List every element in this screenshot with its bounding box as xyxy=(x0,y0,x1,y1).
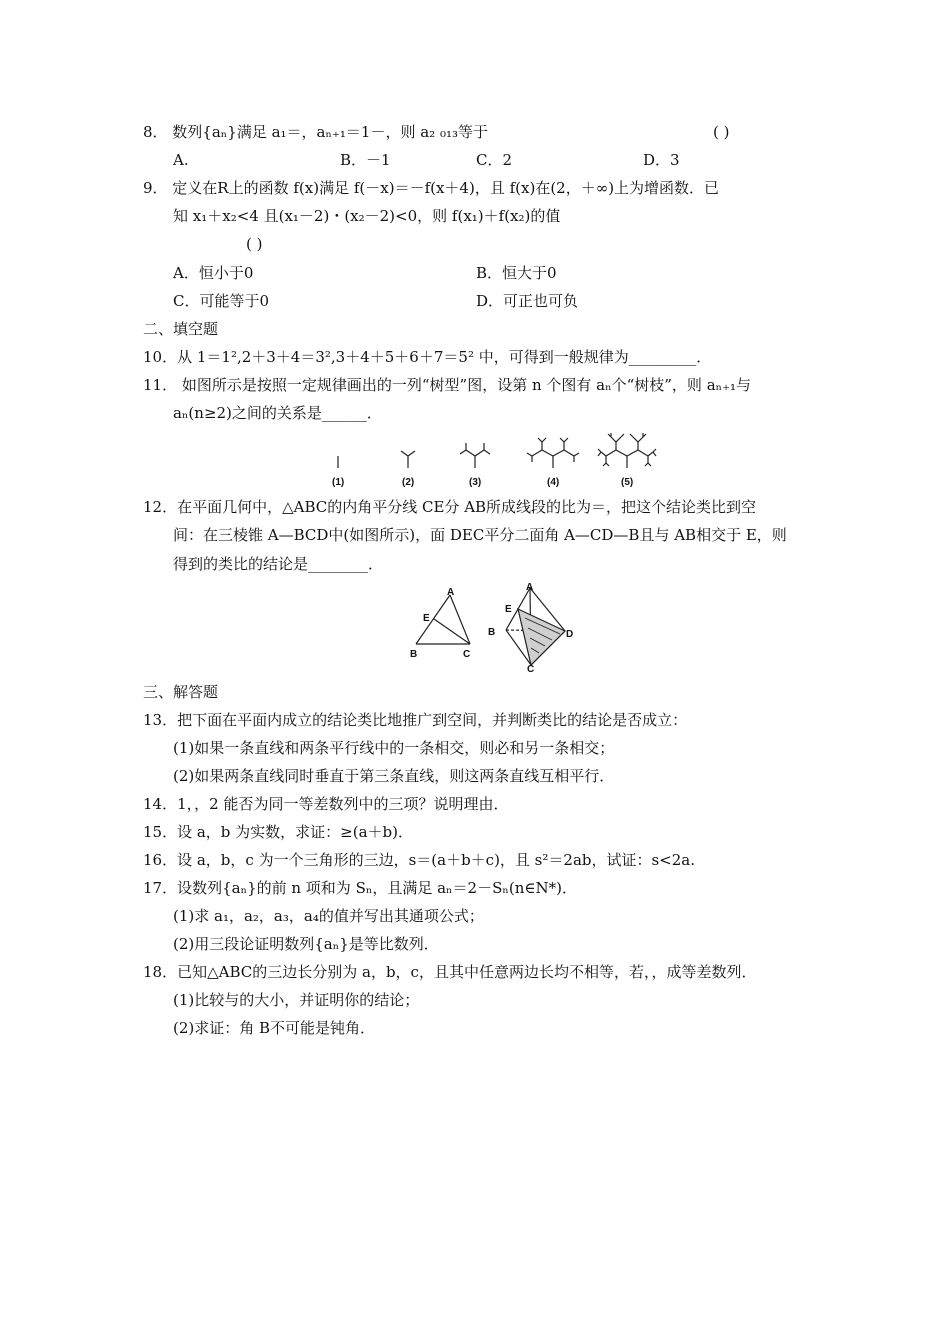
tree-caption-4: (4) xyxy=(547,477,560,488)
triangle-label-e: E xyxy=(423,613,430,624)
q8-answer-paren: ( ) xyxy=(713,123,730,141)
tree-caption-1: (1) xyxy=(332,477,345,488)
tree-caption-3: (3) xyxy=(469,477,482,488)
q14-stem: 14．1，，2 能否为同一等差数列中的三项？说明理由． xyxy=(143,795,509,813)
q11-stem-line1: 11． 如图所示是按照一定规律画出的一列“树型”图，设第 n 个图有 aₙ个“树枝”，则 aₙ₊₁与 xyxy=(143,376,752,394)
tree-caption-2: (2) xyxy=(402,477,415,488)
q9-stem-line1: 9． 定义在R上的函数 f(x)满足 f(－x)＝－f(x＋4)，且 f(x)在(2，＋∞)上为增函数．已 xyxy=(143,179,720,197)
q17-part1: (1)求 a₁，a₂，a₃，a₄的值并写出其通项公式； xyxy=(173,907,484,925)
q12-stem-line2: 间：在三棱锥 A—BCD中(如图所示)，面 DEC平分二面角 A—CD—B且与 AB相交于 E，则 xyxy=(173,526,787,544)
q13-stem: 13．把下面在平面内成立的结论类比地推广到空间，并判断类比的结论是否成立： xyxy=(143,711,688,729)
q10-stem: 10．从 1＝1²,2＋3＋4＝3²,3＋4＋5＋6＋7＝5² 中，可得到一般规律为_________． xyxy=(143,348,712,366)
q8-option-a: A. xyxy=(173,151,189,169)
tree-figure-2 xyxy=(401,451,415,468)
tree-figure-3 xyxy=(460,443,490,468)
q9-option-a: A．恒小于0 xyxy=(173,264,254,282)
tetra-label-b: B xyxy=(488,627,496,638)
section-answer-heading: 三、解答题 xyxy=(143,683,219,701)
q18-part1: (1)比较与的大小，并证明你的结论； xyxy=(173,991,420,1009)
q18-part2: (2)求证：角 B不可能是钝角． xyxy=(173,1019,376,1037)
q17-stem: 17．设数列{aₙ}的前 n 项和为 Sₙ，且满足 aₙ＝2－Sₙ(n∈N*)． xyxy=(143,879,577,897)
triangle-label-c: C xyxy=(463,649,471,660)
tetrahedron-abcd xyxy=(506,588,565,665)
q13-part2: (2)如果两条直线同时垂直于第三条直线，则这两条直线互相平行． xyxy=(173,767,615,785)
tree-figures xyxy=(320,432,670,488)
q13-part1: (1)如果一条直线和两条平行线中的一条相交，则必和另一条相交； xyxy=(173,739,615,757)
q8-stem: 8． 数列{aₙ}满足 a₁＝，aₙ₊₁＝1－，则 a₂ ₀₁₃等于 xyxy=(143,123,488,141)
q11-stem-line2: aₙ(n≥2)之间的关系是______． xyxy=(173,404,382,422)
triangle-label-a: A xyxy=(447,587,455,598)
tetra-label-d: D xyxy=(566,629,574,640)
tree-figure-5 xyxy=(598,433,656,468)
q17-part2: (2)用三段论证明数列{aₙ}是等比数列． xyxy=(173,935,439,953)
tetra-label-e: E xyxy=(505,604,512,615)
q9-option-d: D．可正也可负 xyxy=(476,292,579,310)
q15-stem: 15．设 a，b 为实数，求证：≥(a＋b)． xyxy=(143,823,413,841)
q9-option-c: C．可能等于0 xyxy=(173,292,270,310)
q9-stem-line2: 知 x₁＋x₂<4 且(x₁－2)・(x₂－2)<0，则 f(x₁)＋f(x₂)的值 xyxy=(173,207,561,225)
tree-figure-4 xyxy=(527,438,579,468)
q12-stem-line1: 12．在平面几何中，△ABC的内角平分线 CE分 AB所成线段的比为＝，把这个结论类比到空 xyxy=(143,498,757,516)
q16-stem: 16．设 a，b，c 为一个三角形的三边，s＝(a＋b＋c)，且 s²＝2ab，试证：s<2a. xyxy=(143,851,696,869)
q18-stem: 18．已知△ABC的三边长分别为 a，b，c，且其中任意两边长均不相等，若，，成等差数列． xyxy=(143,963,757,981)
q9-option-b: B．恒大于0 xyxy=(476,264,557,282)
tree-caption-5: (5) xyxy=(621,477,634,488)
tetra-label-a: A xyxy=(526,582,534,593)
q8-option-d: D．3 xyxy=(643,151,680,169)
q8-option-b: B．－1 xyxy=(340,151,391,169)
q12-stem-line3: 得到的类比的结论是________． xyxy=(173,555,384,573)
triangle-label-b: B xyxy=(410,649,418,660)
section-fill-in-heading: 二、填空题 xyxy=(143,320,219,338)
q8-option-c: C．2 xyxy=(476,151,513,169)
tetra-label-c: C xyxy=(527,664,535,675)
q9-answer-paren: ( ) xyxy=(246,235,263,253)
